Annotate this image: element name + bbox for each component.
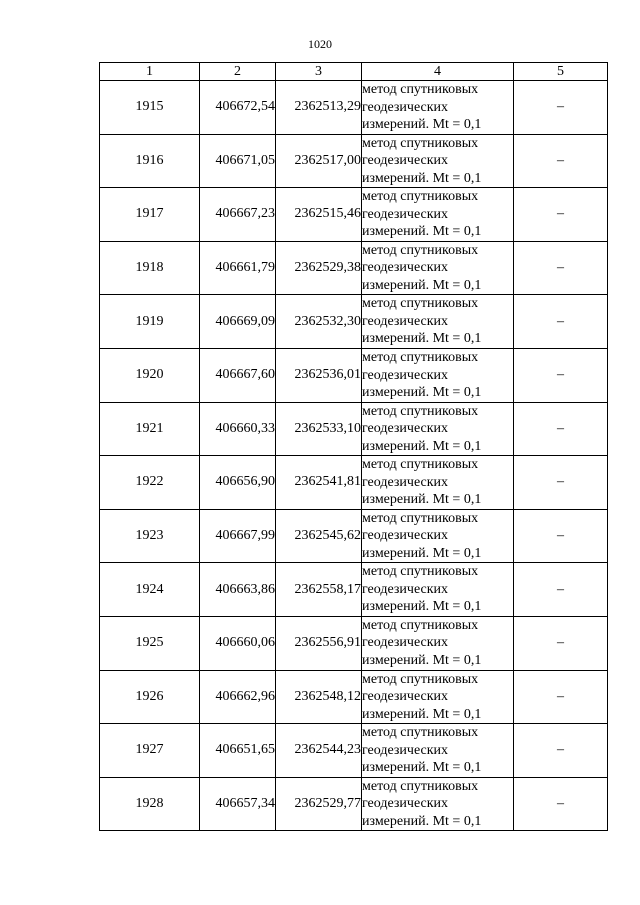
y-coordinate-cell: 2362545,62 (276, 509, 362, 563)
method-line: измерений. Mt = 0,1 (362, 492, 482, 508)
x-coordinate-cell: 406669,09 (200, 295, 276, 349)
method-cell (362, 188, 514, 242)
y-coordinate-cell: 2362558,17 (276, 563, 362, 617)
method-line: измерений. Mt = 0,1 (362, 545, 482, 561)
method-line: метод спутниковых (362, 135, 479, 151)
column-header-3: 3 (276, 63, 362, 81)
x-coordinate-cell: 406657,34 (200, 777, 276, 831)
point-number-cell: 1917 (100, 188, 200, 242)
method-cell (362, 563, 514, 617)
y-coordinate-cell: 2362536,01 (276, 348, 362, 402)
column5-cell: – (514, 81, 608, 135)
method-line: измерений. Mt = 0,1 (362, 277, 482, 293)
page-number: 1020 (308, 37, 332, 51)
y-coordinate-cell: 2362533,10 (276, 402, 362, 456)
y-coordinate-cell: 2362529,77 (276, 777, 362, 831)
method-line: метод спутниковых (362, 242, 479, 258)
table-row (100, 188, 608, 242)
column5-cell: – (514, 402, 608, 456)
column-header-5: 5 (514, 63, 608, 81)
method-line: метод спутниковых (362, 296, 479, 312)
column5-cell: – (514, 563, 608, 617)
method-cell (362, 241, 514, 295)
table-row (100, 134, 608, 188)
x-coordinate-cell: 406672,54 (200, 81, 276, 135)
point-number-cell: 1922 (100, 456, 200, 510)
method-line: измерений. Mt = 0,1 (362, 760, 482, 776)
y-coordinate-cell: 2362556,91 (276, 616, 362, 670)
column5-cell: – (514, 616, 608, 670)
method-cell (362, 777, 514, 831)
method-cell (362, 402, 514, 456)
x-coordinate-cell: 406667,23 (200, 188, 276, 242)
method-cell (362, 348, 514, 402)
point-number-cell: 1928 (100, 777, 200, 831)
x-coordinate-cell: 406656,90 (200, 456, 276, 510)
y-coordinate-cell: 2362517,00 (276, 134, 362, 188)
method-line: измерений. Mt = 0,1 (362, 813, 482, 829)
column5-cell: – (514, 295, 608, 349)
column-header-1: 1 (100, 63, 200, 81)
x-coordinate-cell: 406667,99 (200, 509, 276, 563)
point-number-cell: 1920 (100, 348, 200, 402)
y-coordinate-cell: 2362532,30 (276, 295, 362, 349)
method-line: измерений. Mt = 0,1 (362, 331, 482, 347)
method-line: геодезических (362, 421, 449, 437)
method-line: геодезических (362, 260, 449, 276)
point-number-cell: 1916 (100, 134, 200, 188)
method-line: геодезических (362, 206, 449, 222)
method-line: геодезических (362, 742, 449, 758)
point-number-cell: 1925 (100, 616, 200, 670)
table-row (100, 724, 608, 778)
column5-cell: – (514, 670, 608, 724)
point-number-cell: 1921 (100, 402, 200, 456)
method-line: геодезических (362, 474, 449, 490)
column5-cell: – (514, 509, 608, 563)
method-cell (362, 616, 514, 670)
header-row (100, 63, 608, 81)
table-body (100, 81, 608, 831)
method-line: геодезических (362, 796, 449, 812)
method-line: метод спутниковых (362, 617, 479, 633)
method-line: геодезических (362, 99, 449, 115)
table-row (100, 81, 608, 135)
table-row (100, 563, 608, 617)
table-row (100, 509, 608, 563)
method-line: метод спутниковых (362, 189, 479, 205)
method-line: геодезических (362, 528, 449, 544)
column5-cell: – (514, 456, 608, 510)
table-row (100, 241, 608, 295)
method-line: метод спутниковых (362, 457, 479, 473)
column5-cell: – (514, 348, 608, 402)
method-line: геодезических (362, 581, 449, 597)
y-coordinate-cell: 2362541,81 (276, 456, 362, 510)
point-number-cell: 1919 (100, 295, 200, 349)
method-cell (362, 670, 514, 724)
method-line: геодезических (362, 313, 449, 329)
method-line: геодезических (362, 367, 449, 383)
method-cell (362, 134, 514, 188)
method-line: измерений. Mt = 0,1 (362, 599, 482, 615)
method-line: метод спутниковых (362, 725, 479, 741)
method-line: метод спутниковых (362, 510, 479, 526)
table-row (100, 670, 608, 724)
table-row (100, 616, 608, 670)
column5-cell: – (514, 724, 608, 778)
method-line: метод спутниковых (362, 82, 479, 98)
x-coordinate-cell: 406660,33 (200, 402, 276, 456)
method-line: измерений. Mt = 0,1 (362, 706, 482, 722)
point-number-cell: 1924 (100, 563, 200, 617)
x-coordinate-cell: 406663,86 (200, 563, 276, 617)
x-coordinate-cell: 406660,06 (200, 616, 276, 670)
method-cell (362, 509, 514, 563)
point-number-cell: 1926 (100, 670, 200, 724)
y-coordinate-cell: 2362544,23 (276, 724, 362, 778)
column5-cell: – (514, 188, 608, 242)
method-line: метод спутниковых (362, 778, 479, 794)
point-number-cell: 1918 (100, 241, 200, 295)
method-cell (362, 456, 514, 510)
method-line: метод спутниковых (362, 564, 479, 580)
column-header-2: 2 (200, 63, 276, 81)
x-coordinate-cell: 406651,65 (200, 724, 276, 778)
x-coordinate-cell: 406661,79 (200, 241, 276, 295)
method-line: измерений. Mt = 0,1 (362, 117, 482, 133)
method-line: измерений. Mt = 0,1 (362, 652, 482, 668)
y-coordinate-cell: 2362513,29 (276, 81, 362, 135)
point-number-cell: 1927 (100, 724, 200, 778)
method-line: метод спутниковых (362, 671, 479, 687)
table-row (100, 777, 608, 831)
table-row (100, 348, 608, 402)
method-line: измерений. Mt = 0,1 (362, 170, 482, 186)
column-header-4: 4 (362, 63, 514, 81)
method-line: измерений. Mt = 0,1 (362, 438, 482, 454)
method-line: измерений. Mt = 0,1 (362, 385, 482, 401)
method-line: метод спутниковых (362, 350, 479, 366)
column5-cell: – (514, 134, 608, 188)
y-coordinate-cell: 2362548,12 (276, 670, 362, 724)
x-coordinate-cell: 406671,05 (200, 134, 276, 188)
method-line: измерений. Mt = 0,1 (362, 224, 482, 240)
x-coordinate-cell: 406667,60 (200, 348, 276, 402)
table-row (100, 456, 608, 510)
method-cell (362, 724, 514, 778)
method-line: метод спутниковых (362, 403, 479, 419)
column5-cell: – (514, 241, 608, 295)
method-cell (362, 81, 514, 135)
method-cell (362, 295, 514, 349)
column5-cell: – (514, 777, 608, 831)
table-row (100, 295, 608, 349)
method-line: геодезических (362, 635, 449, 651)
x-coordinate-cell: 406662,96 (200, 670, 276, 724)
point-number-cell: 1923 (100, 509, 200, 563)
y-coordinate-cell: 2362529,38 (276, 241, 362, 295)
y-coordinate-cell: 2362515,46 (276, 188, 362, 242)
coordinates-table (99, 62, 608, 831)
table-header (100, 63, 608, 81)
table-row (100, 402, 608, 456)
method-line: геодезических (362, 153, 449, 169)
point-number-cell: 1915 (100, 81, 200, 135)
method-line: геодезических (362, 689, 449, 705)
